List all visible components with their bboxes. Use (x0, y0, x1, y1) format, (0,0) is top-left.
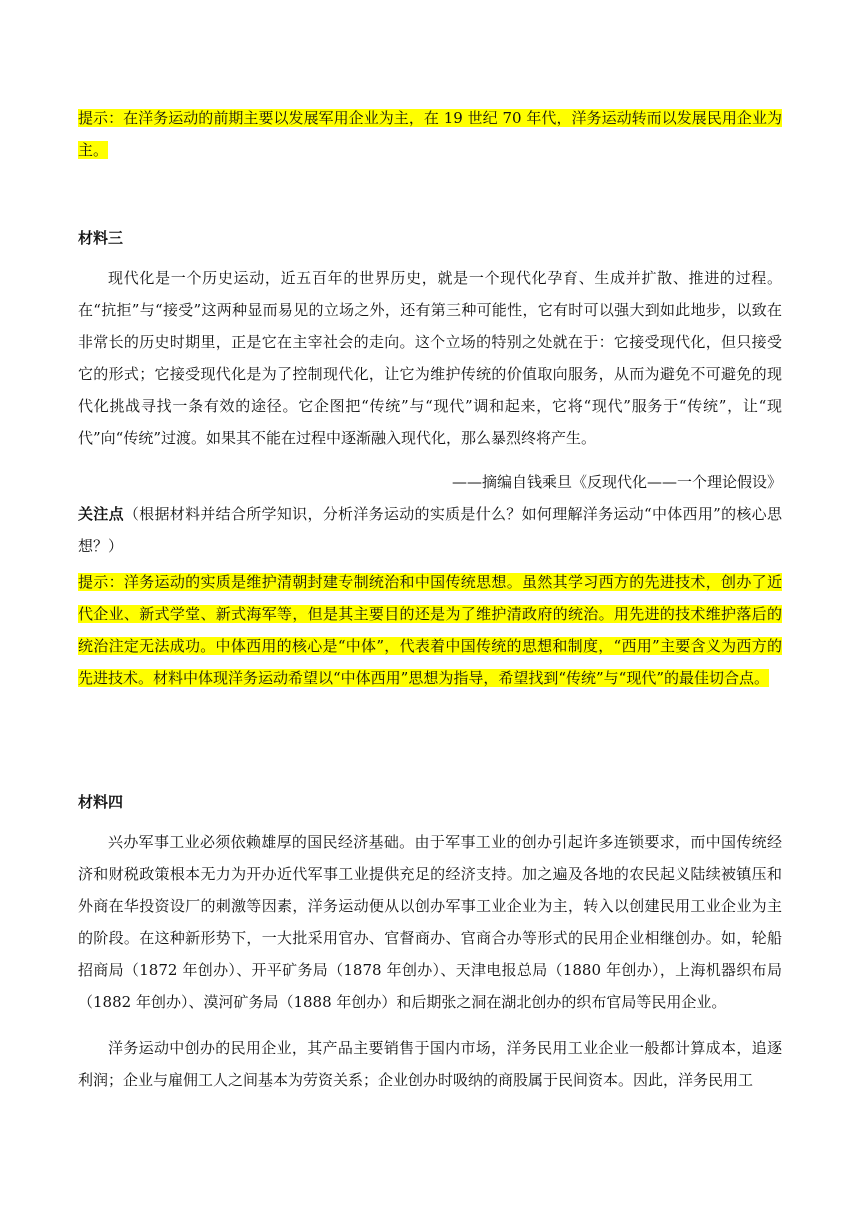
focus-point-question: （根据材料并结合所学知识，分析洋务运动的实质是什么？如何理解洋务运动“中体西用”的核心思想？） (78, 505, 782, 555)
material-4-paragraph-1: 兴办军事工业必须依赖雄厚的国民经济基础。由于军事工业的创办引起许多连锁要求，而中国传统经济和财税政策根本无力为开办近代军事工业提供充足的经济支持。加之遍及各地的农民起义陆续被镇压和外商在华投资设厂的刺激等因素，洋务运动便从以创办军事工业企业为主，转入以创建民用工业企业为主的阶段。在这种新形势下，一大批采用官办、官督商办、官商合办等形式的民用企业相继创办。如，轮船招商局（1872 年创办）、开平矿务局（1878 年创办）、天津电报总局（1880 年创办），上海机器织布局（1882 年创办）、漠河矿务局（1888 年创办）和后期张之洞在湖北创办的织布官局等民用企业。 (78, 833, 782, 1011)
material-3-heading: 材料三 (78, 229, 124, 247)
hint-paragraph-1 (78, 102, 782, 166)
material-3-body: 现代化是一个历史运动，近五百年的世界历史，就是一个现代化孕育、生成并扩散、推进的过程。在“抗拒”与“接受”这两种显而易见的立场之外，还有第三种可能性，它有时可以强大到如此地步，以致在非常长的历史时期里，正是它在主宰社会的走向。这个立场的特别之处就在于：它接受现代化，但只接受它的形式；它接受现代化是为了控制现代化，让它为维护传统的价值取向服务，从而为避免不可避免的现代化挑战寻找一条有效的途径。它企图把“传统”与“现代”调和起来，它将“现代”服务于“传统”，让“现代”向“传统”过渡。如果其不能在过程中逐渐融入现代化，那么暴烈终将产生。 (78, 269, 782, 447)
focus-point-paragraph (78, 498, 782, 562)
hint-paragraph-2 (78, 566, 782, 694)
material-4-paragraph-2: 洋务运动中创办的民用企业，其产品主要销售于国内市场，洋务民用工业企业一般都计算成本，追逐利润；企业与雇佣工人之间基本为劳资关系；企业创办时吸纳的商股属于民间资本。因此，洋务民用工 (78, 1039, 782, 1089)
material-3-source: ——摘编自钱乘旦《反现代化——一个理论假设》 (451, 473, 782, 491)
hint-1-highlight: 提示：在洋务运动的前期主要以发展军用企业为主，在 19 世纪 70 年代，洋务运动转而以发展民用企业为主。 (78, 109, 782, 159)
hint-2-highlight: 提示：洋务运动的实质是维护清朝封建专制统治和中国传统思想。虽然其学习西方的先进技术，创办了近代企业、新式学堂、新式海军等，但是其主要目的还是为了维护清政府的统治。用先进的技术维护落后的统治注定无法成功。中体西用的核心是“中体”，代表着中国传统的思想和制度，“西用”主要含义为西方的先进技术。材料中体现洋务运动希望以“中体西用”思想为指导，希望找到“传统”与“现代”的最佳切合点。 (78, 573, 782, 687)
focus-point-label: 关注点 (78, 505, 124, 523)
material-4-heading: 材料四 (78, 793, 124, 811)
